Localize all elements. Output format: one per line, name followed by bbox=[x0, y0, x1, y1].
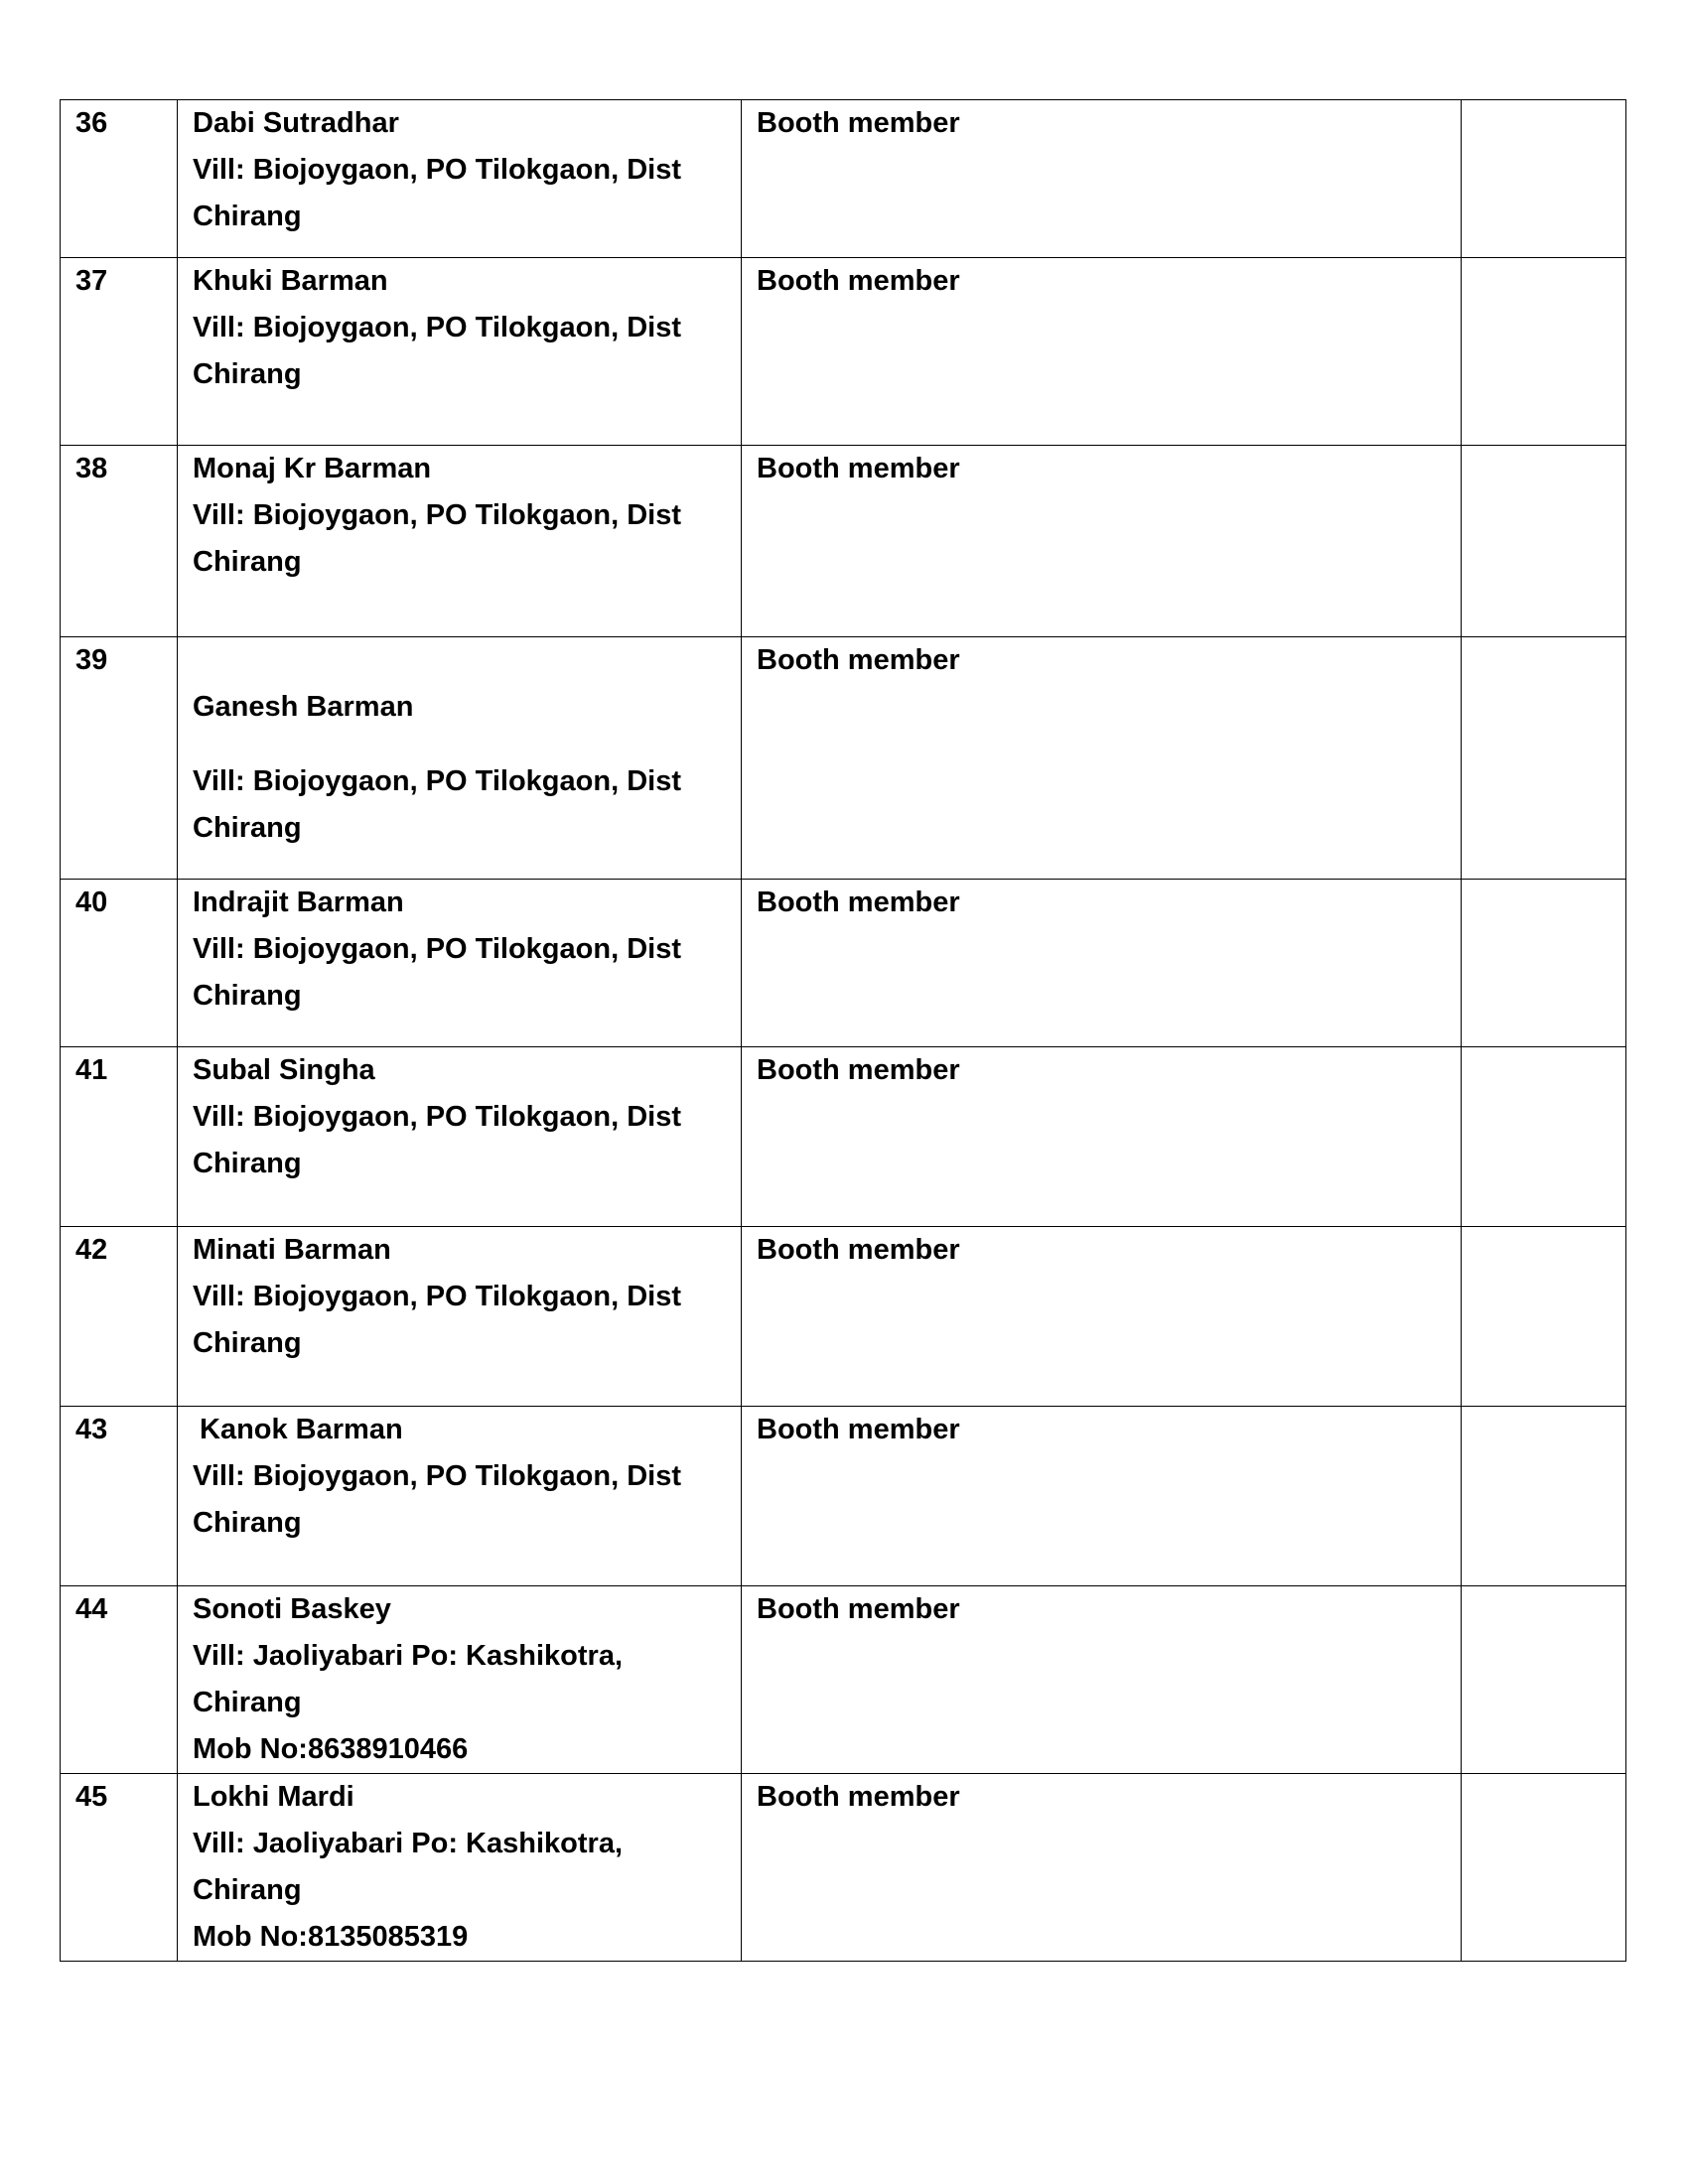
member-name: Sonoti Baskey bbox=[193, 1593, 391, 1625]
member-details bbox=[178, 1586, 742, 1774]
member-details bbox=[178, 1227, 742, 1407]
member-district: Chirang bbox=[193, 1687, 302, 1718]
member-details bbox=[178, 1774, 742, 1962]
member-details bbox=[178, 1047, 742, 1227]
serial-number: 36 bbox=[61, 100, 178, 258]
member-role: Booth member bbox=[742, 1227, 1462, 1407]
member-name: Ganesh Barman bbox=[193, 691, 414, 723]
member-address: Vill: Biojoygaon, PO Tilokgaon, Dist bbox=[193, 154, 681, 186]
serial-number: 45 bbox=[61, 1774, 178, 1962]
table-row bbox=[61, 637, 1626, 880]
blank-cell bbox=[1462, 1227, 1626, 1407]
member-district: Chirang bbox=[193, 1507, 302, 1539]
booth-member-table bbox=[60, 99, 1626, 1962]
member-address: Vill: Jaoliyabari Po: Kashikotra, bbox=[193, 1828, 624, 1859]
table-row bbox=[61, 1774, 1626, 1962]
member-details bbox=[178, 100, 742, 258]
member-name: Kanok Barman bbox=[200, 1414, 403, 1445]
blank-cell bbox=[1462, 1774, 1626, 1962]
member-district: Chirang bbox=[193, 1327, 302, 1359]
member-mobile: Mob No:8638910466 bbox=[193, 1733, 469, 1765]
member-address: Vill: Biojoygaon, PO Tilokgaon, Dist bbox=[193, 765, 681, 797]
serial-number: 37 bbox=[61, 258, 178, 446]
member-address: Vill: Biojoygaon, PO Tilokgaon, Dist bbox=[193, 1281, 681, 1312]
member-name: Lokhi Mardi bbox=[193, 1781, 354, 1813]
member-address: Vill: Biojoygaon, PO Tilokgaon, Dist bbox=[193, 933, 681, 965]
table-row bbox=[61, 258, 1626, 446]
member-name: Khuki Barman bbox=[193, 265, 388, 297]
member-details bbox=[178, 637, 742, 880]
member-name: Monaj Kr Barman bbox=[193, 453, 432, 484]
blank-cell bbox=[1462, 1407, 1626, 1586]
table-row bbox=[61, 1586, 1626, 1774]
blank-cell bbox=[1462, 1047, 1626, 1227]
blank-cell bbox=[1462, 258, 1626, 446]
table-row bbox=[61, 1047, 1626, 1227]
member-role: Booth member bbox=[742, 880, 1462, 1047]
member-role: Booth member bbox=[742, 1407, 1462, 1586]
member-details bbox=[178, 446, 742, 637]
serial-number: 42 bbox=[61, 1227, 178, 1407]
blank-cell bbox=[1462, 100, 1626, 258]
blank-cell bbox=[1462, 637, 1626, 880]
serial-number: 44 bbox=[61, 1586, 178, 1774]
member-district: Chirang bbox=[193, 546, 302, 578]
serial-number: 43 bbox=[61, 1407, 178, 1586]
member-district: Chirang bbox=[193, 201, 302, 232]
member-name: Dabi Sutradhar bbox=[193, 107, 399, 139]
member-role: Booth member bbox=[742, 100, 1462, 258]
member-address: Vill: Biojoygaon, PO Tilokgaon, Dist bbox=[193, 1101, 681, 1133]
member-district: Chirang bbox=[193, 358, 302, 390]
member-role: Booth member bbox=[742, 637, 1462, 880]
blank-cell bbox=[1462, 880, 1626, 1047]
member-role: Booth member bbox=[742, 1586, 1462, 1774]
member-address: Vill: Biojoygaon, PO Tilokgaon, Dist bbox=[193, 499, 681, 531]
member-address: Vill: Biojoygaon, PO Tilokgaon, Dist bbox=[193, 312, 681, 343]
member-details bbox=[178, 1407, 742, 1586]
serial-number: 41 bbox=[61, 1047, 178, 1227]
member-mobile: Mob No:8135085319 bbox=[193, 1921, 469, 1953]
serial-number: 39 bbox=[61, 637, 178, 880]
serial-number: 40 bbox=[61, 880, 178, 1047]
member-role: Booth member bbox=[742, 1774, 1462, 1962]
table-row bbox=[61, 1227, 1626, 1407]
blank-cell bbox=[1462, 446, 1626, 637]
serial-number: 38 bbox=[61, 446, 178, 637]
member-role: Booth member bbox=[742, 258, 1462, 446]
member-role: Booth member bbox=[742, 446, 1462, 637]
member-details bbox=[178, 258, 742, 446]
table-row bbox=[61, 1407, 1626, 1586]
member-district: Chirang bbox=[193, 1148, 302, 1179]
member-district: Chirang bbox=[193, 1874, 302, 1906]
member-address: Vill: Biojoygaon, PO Tilokgaon, Dist bbox=[193, 1460, 681, 1492]
member-details bbox=[178, 880, 742, 1047]
member-role: Booth member bbox=[742, 1047, 1462, 1227]
blank-cell bbox=[1462, 1586, 1626, 1774]
member-name: Indrajit Barman bbox=[193, 887, 404, 918]
member-name: Minati Barman bbox=[193, 1234, 391, 1266]
member-address: Vill: Jaoliyabari Po: Kashikotra, bbox=[193, 1640, 624, 1672]
member-name: Subal Singha bbox=[193, 1054, 375, 1086]
table-row bbox=[61, 446, 1626, 637]
table-row bbox=[61, 100, 1626, 258]
member-district: Chirang bbox=[193, 980, 302, 1012]
table-row bbox=[61, 880, 1626, 1047]
member-district: Chirang bbox=[193, 812, 302, 844]
